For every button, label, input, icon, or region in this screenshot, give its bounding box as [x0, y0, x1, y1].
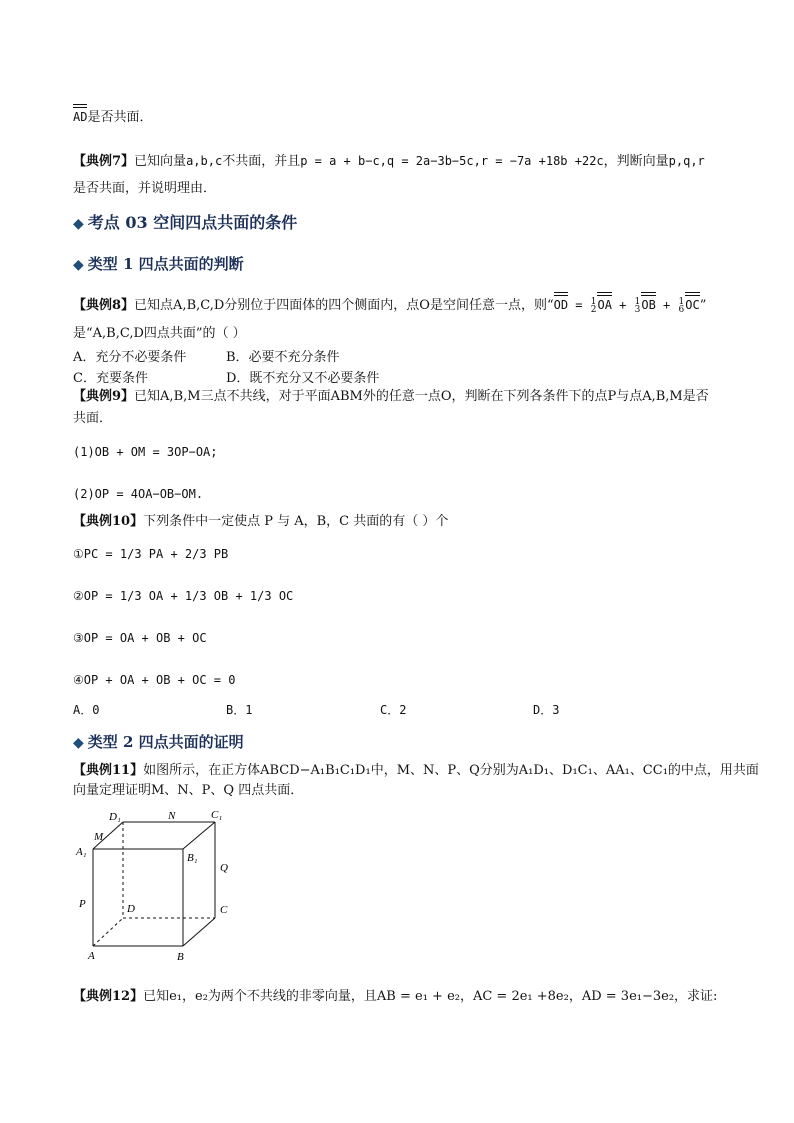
example-7-text-3: ，判断向量	[603, 154, 669, 169]
numerator: 1	[634, 296, 641, 307]
label-Q: Q	[220, 862, 228, 874]
example-7-text: 已知向量	[134, 154, 187, 169]
example-9-condition-2: (2)OP = 4OA−OB−OM.	[73, 487, 204, 501]
example-9-condition-1: (1)OB + OM = 3OP−OA;	[73, 445, 218, 459]
type-2-title: 类型 2 四点共面的证明	[87, 733, 244, 751]
denominator: 3	[634, 304, 641, 315]
example-8-line-1: 【典例8】已知点A,B,C,D分别位于四面体的四个侧面内，点O是空间任意一点，则“OD = 1 2 OA + 1 3 OB + 1 6 OC”	[73, 296, 707, 315]
label-C1: C₁	[211, 809, 223, 821]
example-10-text: 下列条件中一定使点 P 与 A，B，C 共面的有（ ）个	[143, 514, 449, 529]
equals-sign: =	[568, 298, 590, 312]
example-7-equations: p = a + b−c,q = 2a−3b−5c,r = −7a +18b +22c	[300, 154, 604, 168]
label-D1: D₁	[109, 811, 121, 823]
example-10-item-4: ④OP + OA + OB + OC = 0	[73, 673, 236, 687]
example-10-item-3: ③OP = OA + OB + OC	[73, 631, 207, 645]
example-7-line-2: 是否共面，并说明理由．	[73, 181, 217, 196]
denominator: 6	[678, 304, 685, 315]
example-7-text-2: 不共面，并且	[222, 154, 301, 169]
label-C: C	[220, 904, 228, 916]
top-fragment-text: 是否共面．	[87, 110, 153, 125]
vector-OA: OA	[597, 298, 612, 312]
example-11-label: 【典例11】	[73, 763, 144, 778]
example-12-line-1	[73, 988, 753, 1006]
example-7-vectors: a,b,c	[186, 154, 223, 168]
example-11-text: 如图所示，在正方体ABCD−A₁B₁C₁D₁中，M、N、P、Q分别为A₁D₁、D₁C₁、AA₁、CC₁的中点，用共面	[143, 763, 759, 778]
close-quote: ”	[699, 298, 707, 313]
label-D: D	[127, 903, 135, 915]
fraction-1-3	[635, 298, 641, 314]
vector-OC: OC	[685, 298, 700, 312]
vector-OD: OD	[553, 298, 569, 312]
option-c[interactable]: C．2	[380, 703, 407, 717]
numerator: 1	[590, 296, 597, 307]
section-title: 考点 03 空间四点共面的条件	[87, 213, 298, 232]
option-b[interactable]: B．必要不充分条件	[226, 350, 340, 365]
top-fragment	[73, 108, 753, 127]
option-a[interactable]: A．充分不必要条件	[73, 350, 187, 365]
example-8-line-2: 是“A,B,C,D四点共面”的（ ）	[73, 326, 246, 341]
example-10-item-2: ②OP = 1/3 OA + 1/3 OB + 1/3 OC	[73, 589, 294, 603]
example-11-line-2: 向量定理证明M、N、P、Q 四点共面．	[73, 783, 304, 798]
example-10-item-1: ①PC = 1/3 PA + 2/3 PB	[73, 547, 229, 561]
example-10-line-1	[73, 513, 753, 531]
example-11-line-1	[73, 762, 759, 780]
example-12-text: 已知e₁，e₂为两个不共线的非零向量，且AB = e₁ + e₂，AC = 2e₁ +8e₂，AD = 3e₁−3e₂，求证:	[143, 989, 718, 1004]
example-9-text: 已知A,B,M三点不共线，对于平面ABM外的任意一点O，判断在下列各条件下的点P与点A,B,M是否	[134, 389, 709, 404]
label-N: N	[168, 810, 176, 822]
label-B1: B₁	[187, 852, 198, 864]
diamond-icon: ◆	[73, 216, 84, 232]
example-7-label: 【典例7】	[73, 154, 135, 169]
type-1-title: 类型 1 四点共面的判断	[87, 255, 244, 273]
label-M: M	[94, 831, 104, 843]
label-A1: A₁	[76, 846, 87, 858]
example-8-text: 已知点A,B,C,D分别位于四面体的四个侧面内，点O是空间任意一点，则“	[134, 298, 554, 313]
option-a[interactable]: A．0	[73, 703, 100, 717]
diamond-icon: ◆	[73, 257, 84, 273]
diamond-icon: ◆	[73, 735, 84, 751]
type-2-heading	[73, 731, 244, 752]
example-7-line-1	[73, 152, 753, 171]
vector-OB: OB	[641, 298, 656, 312]
label-A: A	[88, 950, 95, 962]
example-9-line-1	[73, 388, 753, 406]
label-B: B	[177, 951, 184, 963]
denominator: 2	[590, 304, 597, 315]
type-1-heading	[73, 253, 244, 274]
option-d[interactable]: D．3	[533, 703, 560, 717]
option-b[interactable]: B．1	[226, 703, 253, 717]
fraction-1-2	[591, 298, 597, 314]
label-P: P	[79, 898, 86, 910]
example-9-label: 【典例9】	[73, 389, 135, 404]
example-9-line-2: 共面．	[73, 411, 113, 426]
example-12-label: 【典例12】	[73, 989, 144, 1004]
option-c[interactable]: C．充要条件	[73, 371, 148, 386]
section-heading	[73, 210, 297, 233]
cube-figure	[70, 805, 250, 965]
example-10-label: 【典例10】	[73, 514, 144, 529]
option-d[interactable]: D．既不充分又不必要条件	[226, 371, 380, 386]
fraction-1-6	[679, 298, 685, 314]
example-8-label: 【典例8】	[73, 298, 135, 313]
vector-AD: AD	[73, 110, 88, 124]
numerator: 1	[678, 296, 685, 307]
example-7-vectors-2: p,q,r	[668, 154, 705, 168]
